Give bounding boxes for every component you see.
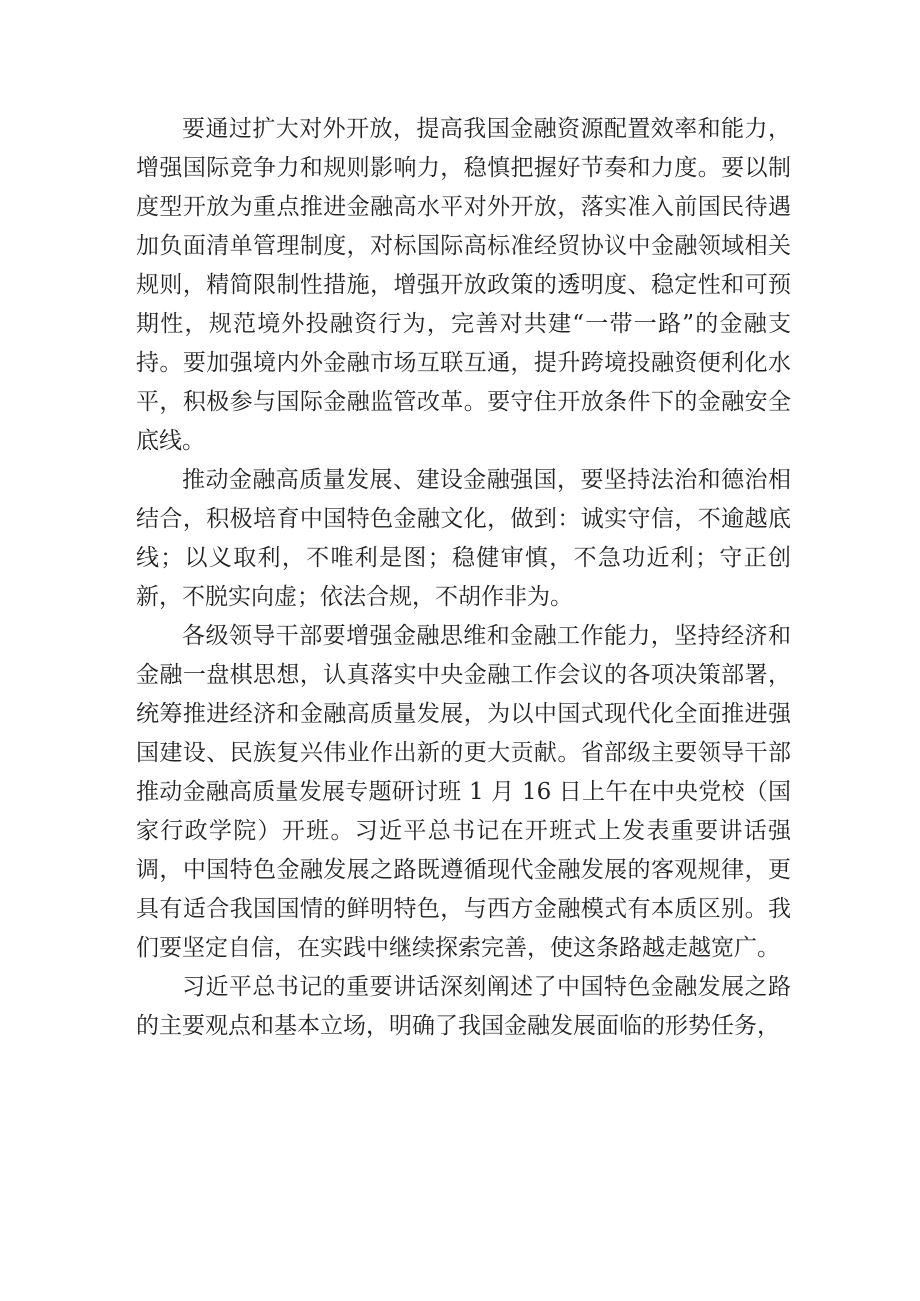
paragraph-open-up: 要通过扩大对外开放，提高我国金融资源配置效率和能力，增强国际竞争力和规则影响力，稳慎把握好节奏和力度。要以制度型开放为重点推进金融高水平对外开放，落实准入前国民待遇加负面清单管理制度，对标国际高标准经贸协议中金融领域相关规则，精简限制性措施，增强开放政策的透明度、稳定性和可预期性，规范境外投融资行为，完善对共建“一带一路”的金融支持。要加强境内外金融市场互联互通，提升跨境投融资便利化水平，积极参与国际金融监管改革。要守住开放条件下的金融安全底线。 [136,116,791,454]
paragraph-speech-summary: 习近平总书记的重要讲话深刻阐述了中国特色金融发展之路的主要观点和基本立场，明确了我国金融发展面临的形势任务， [136,974,791,1039]
document-body [136,110,791,1046]
paragraph-finance-culture: 推动金融高质量发展、建设金融强国，要坚持法治和德治相结合，积极培育中国特色金融文化，做到：诚实守信，不逾越底线；以义取利，不唯利是图；稳健审慎，不急功近利；守正创新，不脱实向虚；依法合规，不胡作非为。 [136,467,791,610]
paragraph-leading-cadres: 各级领导干部要增强金融思维和金融工作能力，坚持经济和金融一盘棋思想，认真落实中央金融工作会议的各项决策部署，统筹推进经济和金融高质量发展，为以中国式现代化全面推进强国建设、民族复兴伟业作出新的更大贡献。省部级主要领导干部推动金融高质量发展专题研讨班 1 月 16 日上午在中央党校（国家行政学院）开班。习近平总书记在开班式上发表重要讲话强调，中国特色金融发展之路既遵循现代金融发展的客观规律，更具有适合我国国情的鲜明特色，与西方金融模式有本质区别。我们要坚定自信，在实践中继续探索完善，使这条路越走越宽广。 [136,623,791,961]
